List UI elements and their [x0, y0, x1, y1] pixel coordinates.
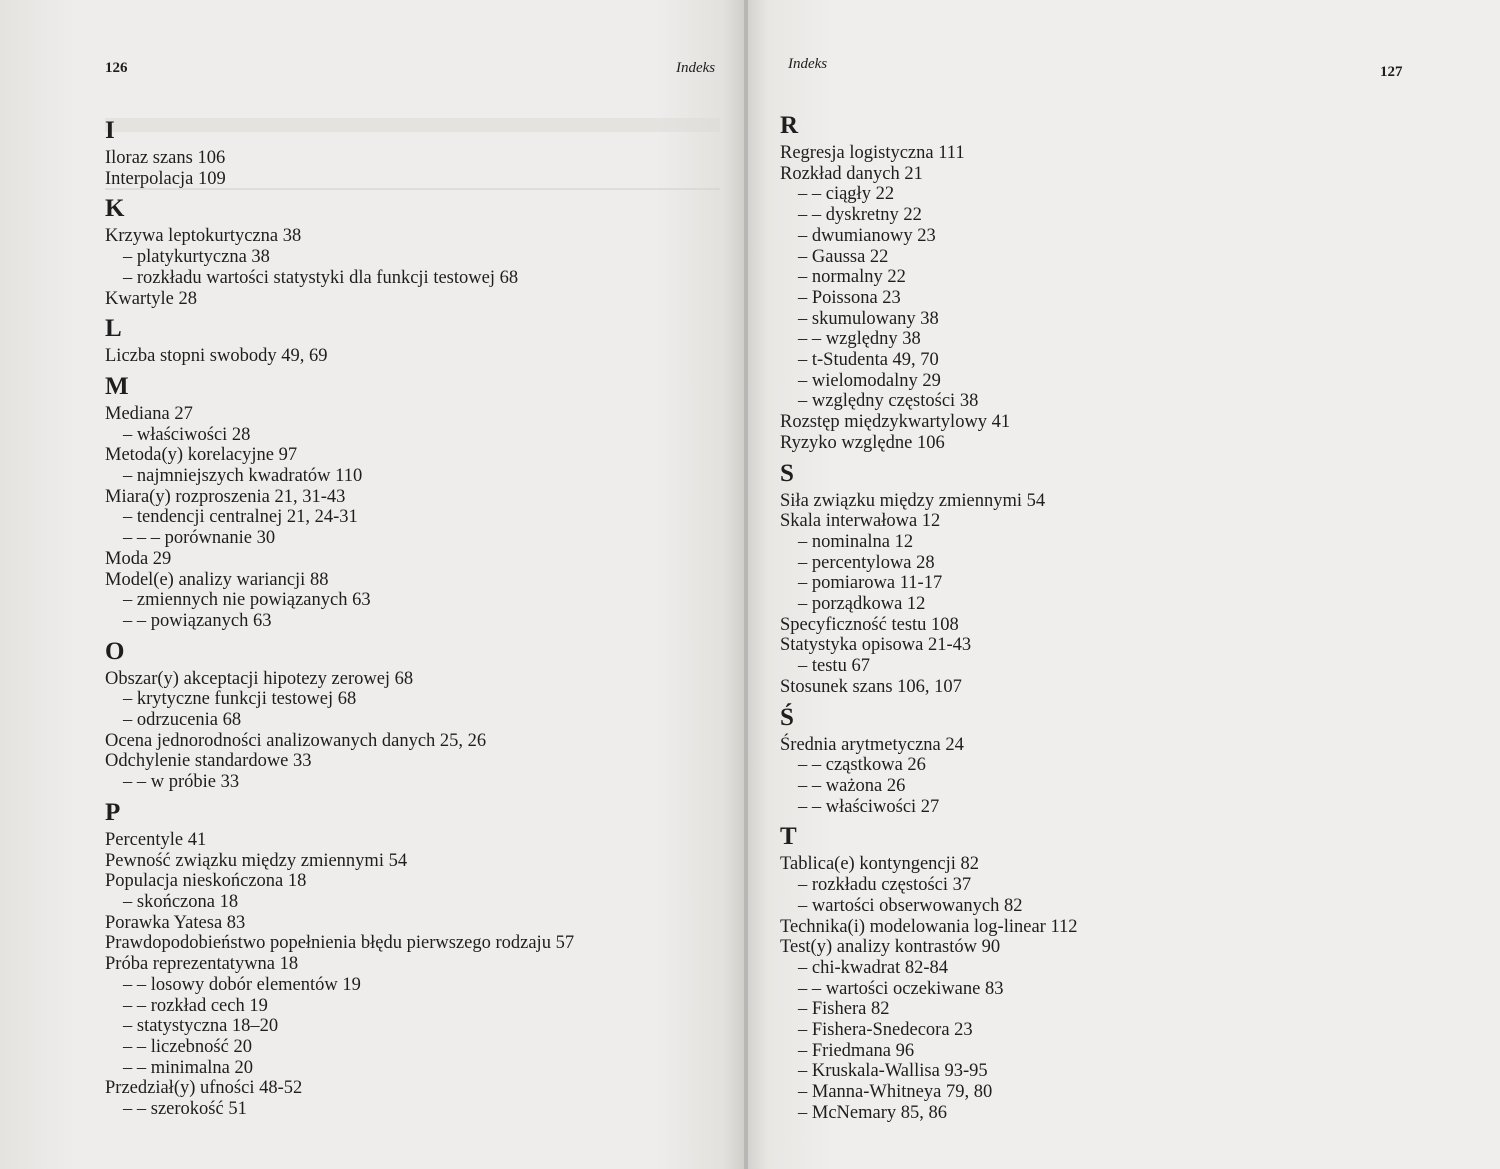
- index-entry: Ocena jednorodności analizowanych danych 25, 26: [105, 730, 487, 751]
- index-subentry: – – szerokość 51: [123, 1099, 247, 1120]
- index-subentry: – właściwości 28: [123, 424, 251, 445]
- index-subentry: – – rozkład cech 19: [123, 995, 268, 1016]
- running-head-left: Indeks: [676, 60, 716, 76]
- index-subentry: – Fishera-Snedecora 23: [798, 1020, 973, 1041]
- index-subentry: – dwumianowy 23: [798, 225, 936, 246]
- index-entry: Mediana 27: [105, 403, 193, 424]
- index-subentry: – – powiązanych 63: [123, 610, 272, 631]
- index-letter-heading: Ś: [780, 703, 794, 731]
- index-subentry: – – ważona 26: [798, 775, 906, 796]
- index-subentry: – wielomodalny 29: [798, 370, 941, 391]
- index-subentry: – statystyczna 18–20: [123, 1016, 279, 1037]
- index-subentry: – – liczebność 20: [123, 1036, 252, 1057]
- index-entry: Statystyka opisowa 21-43: [780, 635, 972, 656]
- index-subentry: – – – porównanie 30: [123, 528, 276, 549]
- index-entry: Odchylenie standardowe 33: [105, 751, 312, 772]
- index-subentry: – chi-kwadrat 82-84: [798, 957, 949, 978]
- index-subentry: – McNemary 85, 86: [798, 1102, 947, 1123]
- index-letter-heading: P: [105, 798, 121, 826]
- running-head-right: Indeks: [788, 56, 828, 72]
- index-subentry: – – minimalna 20: [123, 1057, 253, 1078]
- index-subentry: – względny częstości 38: [798, 391, 979, 412]
- index-entry: Liczba stopni swobody 49, 69: [105, 346, 328, 367]
- index-entry: Pewność związku między zmiennymi 54: [105, 850, 408, 871]
- index-entry: Percentyle 41: [105, 829, 207, 850]
- index-subentry: – Poissona 23: [798, 287, 901, 308]
- index-subentry: – zmiennych nie powiązanych 63: [123, 590, 371, 611]
- index-subentry: – skończona 18: [123, 891, 239, 912]
- index-subentry: – pomiarowa 11-17: [798, 573, 943, 594]
- index-entry: Populacja nieskończona 18: [105, 871, 307, 892]
- index-entry: Skala interwałowa 12: [780, 511, 941, 532]
- index-letter-heading: O: [105, 637, 125, 665]
- index-letter-heading: K: [105, 195, 125, 223]
- page-number-left: 126: [105, 60, 128, 76]
- index-subentry: – – dyskretny 22: [798, 205, 922, 226]
- index-subentry: – odrzucenia 68: [123, 710, 242, 731]
- index-entry: Porawka Yatesa 83: [105, 912, 246, 933]
- index-entry: Próba reprezentatywna 18: [105, 954, 299, 975]
- index-subentry: – – w próbie 33: [123, 772, 240, 793]
- index-entry: Interpolacja 109: [105, 168, 226, 189]
- index-subentry: – nominalna 12: [798, 531, 914, 552]
- index-subentry: – najmniejszych kwadratów 110: [123, 466, 363, 487]
- index-subentry: – normalny 22: [798, 267, 906, 288]
- index-entry: Stosunek szans 106, 107: [780, 676, 962, 697]
- index-entry: Prawdopodobieństwo popełnienia błędu pierwszego rodzaju 57: [105, 933, 575, 954]
- index-subentry: – Gaussa 22: [798, 246, 889, 267]
- index-subentry: – rozkładu wartości statystyki dla funkcji testowej 68: [123, 267, 519, 288]
- index-letter-heading: R: [780, 112, 799, 139]
- index-entry: Test(y) analizy kontrastów 90: [780, 937, 1001, 958]
- index-subentry: – t-Studenta 49, 70: [798, 350, 939, 371]
- index-letter-heading: L: [105, 315, 122, 343]
- left-page: [0, 0, 746, 1169]
- index-subentry: – – względny 38: [798, 329, 921, 350]
- index-entry: Regresja logistyczna 111: [780, 143, 965, 163]
- index-entry: Moda 29: [105, 548, 172, 569]
- index-letter-heading: I: [105, 117, 115, 144]
- index-entry: Specyficzność testu 108: [780, 614, 959, 635]
- right-page: [746, 0, 1500, 1169]
- index-subentry: – tendencji centralnej 21, 24-31: [123, 507, 358, 528]
- index-subentry: – krytyczne funkcji testowej 68: [123, 689, 357, 710]
- index-subentry: – percentylowa 28: [798, 552, 935, 573]
- index-subentry: – rozkładu częstości 37: [798, 875, 972, 896]
- index-subentry: – – cząstkowa 26: [798, 755, 926, 776]
- index-entry: Średnia arytmetyczna 24: [780, 734, 964, 755]
- index-entry: Iloraz szans 106: [105, 148, 226, 168]
- index-entry: Technika(i) modelowania log-linear 112: [780, 916, 1078, 937]
- index-letter-heading: M: [105, 372, 129, 400]
- index-entry: Metoda(y) korelacyjne 97: [105, 445, 298, 466]
- index-subentry: – testu 67: [798, 656, 870, 677]
- index-subentry: – – ciągły 22: [798, 184, 895, 205]
- index-subentry: – Kruskala-Wallisa 93-95: [798, 1061, 988, 1082]
- index-subentry: – – losowy dobór elementów 19: [123, 974, 361, 995]
- index-letter-heading: S: [780, 459, 794, 487]
- index-entry: Obszar(y) akceptacji hipotezy zerowej 68: [105, 668, 414, 689]
- index-entry: Miara(y) rozproszenia 21, 31-43: [105, 486, 346, 507]
- index-subentry: – porządkowa 12: [798, 594, 926, 615]
- book-gutter: [744, 0, 748, 1169]
- index-letter-heading: T: [780, 823, 797, 851]
- index-entry: Siła związku między zmiennymi 54: [780, 490, 1046, 511]
- index-subentry: – Friedmana 96: [798, 1040, 915, 1061]
- page-number-right: 127: [1380, 64, 1403, 80]
- index-entry: Ryzyko względne 106: [780, 432, 945, 453]
- index-entry: Model(e) analizy wariancji 88: [105, 569, 329, 590]
- index-subentry: – platykurtyczna 38: [123, 247, 270, 268]
- index-subentry: – skumulowany 38: [798, 308, 939, 329]
- index-entry: Rozkład danych 21: [780, 163, 923, 184]
- index-column-right: [780, 113, 1078, 1124]
- index-subentry: – Manna-Whitneya 79, 80: [798, 1082, 993, 1103]
- index-subentry: – – właściwości 27: [798, 796, 940, 817]
- index-entry: Kwartyle 28: [105, 288, 197, 309]
- index-entry: Rozstęp międzykwartylowy 41: [780, 412, 1011, 433]
- index-entry: Tablica(e) kontyngencji 82: [780, 854, 980, 875]
- index-column-left: [105, 118, 574, 1120]
- index-subentry: – Fishera 82: [798, 999, 890, 1020]
- index-subentry: – wartości obserwowanych 82: [798, 895, 1023, 916]
- index-entry: Przedział(y) ufności 48-52: [105, 1078, 303, 1099]
- index-subentry: – – wartości oczekiwane 83: [798, 978, 1004, 999]
- index-entry: Krzywa leptokurtyczna 38: [105, 226, 302, 247]
